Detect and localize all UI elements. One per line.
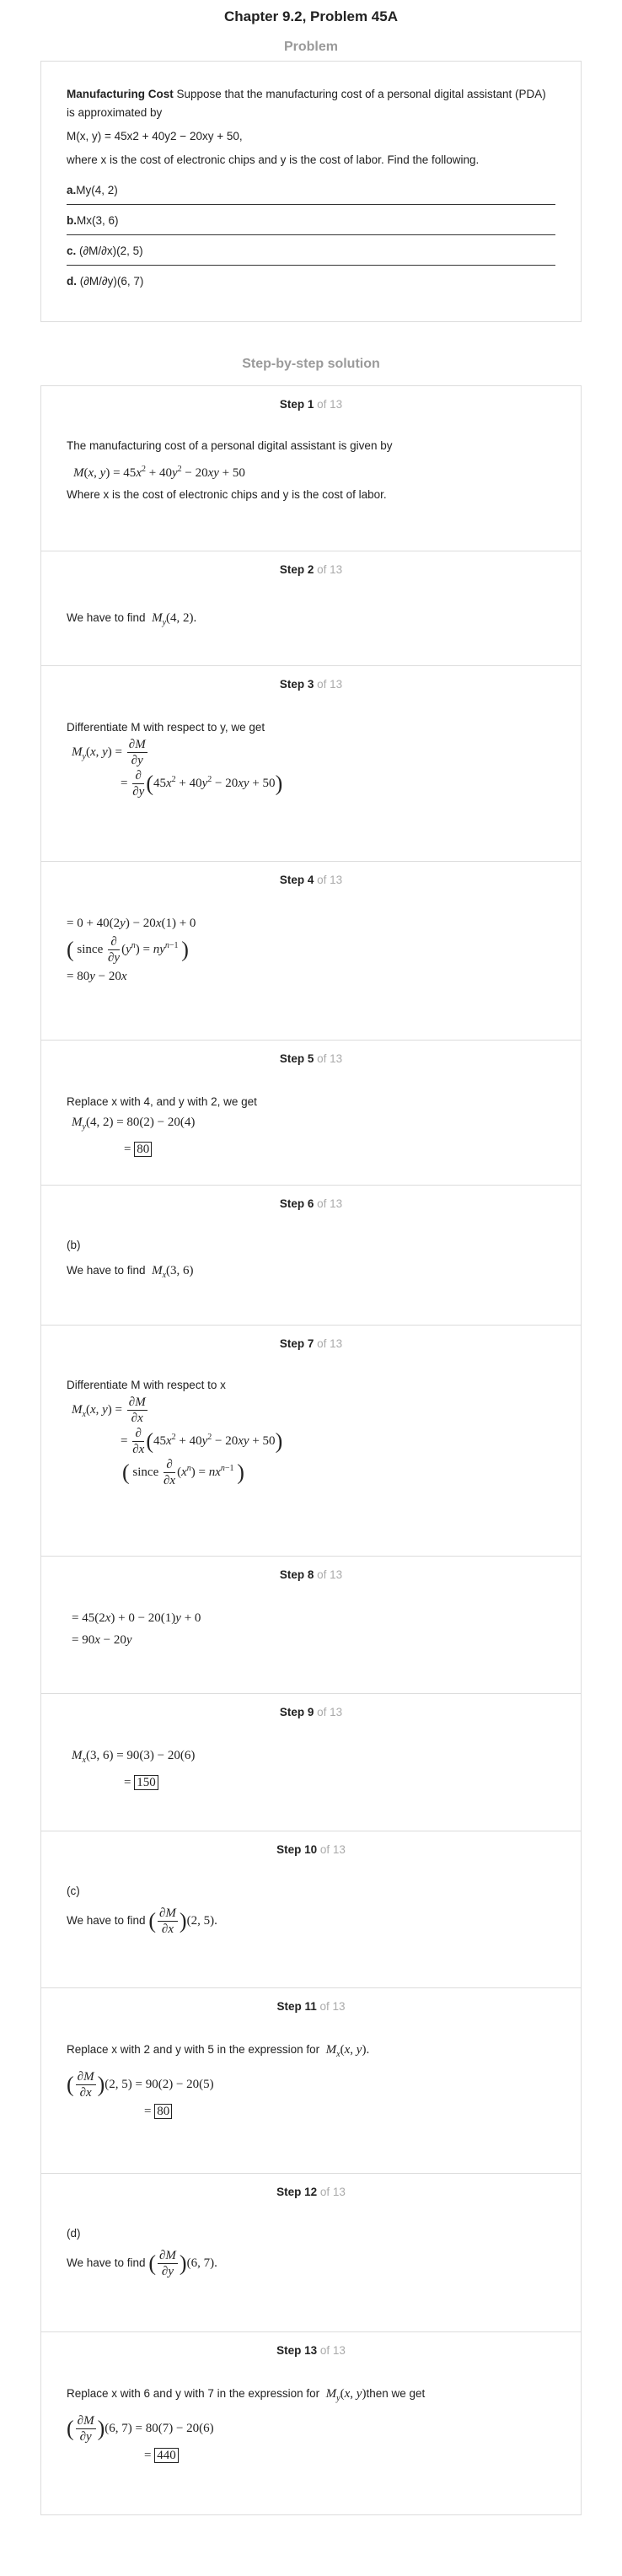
step-text: Differentiate M with respect to x bbox=[67, 1379, 226, 1391]
step-text: We have to find bbox=[67, 1913, 146, 1927]
step-header: Step 2 of 13 bbox=[279, 563, 343, 576]
step-9 bbox=[41, 1693, 581, 1831]
part-label: (b) bbox=[67, 1239, 81, 1251]
answer-box: 440 bbox=[154, 2448, 179, 2463]
step-text: then we get bbox=[366, 2387, 426, 2400]
problem-section-label: Problem bbox=[283, 40, 338, 54]
step-header: Step 1 of 13 bbox=[279, 398, 343, 411]
problem-formula: M(x, y) = 45x2 + 40y2 − 20xy + 50, bbox=[67, 130, 243, 143]
problem-box bbox=[40, 61, 582, 322]
step-header: Step 13 of 13 bbox=[276, 2344, 346, 2357]
step-13 bbox=[41, 2331, 581, 2514]
step-text: We have to find bbox=[67, 2256, 146, 2269]
equation: $M_x(3$, 6) = 90(3) − 20(6) = 150 bbox=[72, 1749, 196, 1789]
step-text: We have to find bbox=[67, 611, 146, 624]
step-11 bbox=[41, 1987, 581, 2173]
problem-part-b: b.Mx(3, 6) bbox=[67, 205, 555, 235]
step-header: Step 8 of 13 bbox=[279, 1568, 343, 1581]
equation: $M_x(x$, y). bbox=[325, 2043, 370, 2059]
equation: ( $\frac{\partial M}{\partial x}$ )(2, 5) = 90(2) − 20(5) = 80 bbox=[67, 2070, 214, 2118]
part-label: (d) bbox=[67, 2227, 81, 2240]
step-header: Step 9 of 13 bbox=[279, 1706, 343, 1718]
step-text: Where x is the cost of electronic chips and y is the cost of labor. bbox=[67, 488, 387, 501]
step-text: Replace x with 4, and y with 2, we get bbox=[67, 1095, 257, 1108]
answer-box: 80 bbox=[134, 1142, 152, 1157]
answer-box: 80 bbox=[154, 2104, 172, 2119]
step-7 bbox=[41, 1325, 581, 1556]
step-text: Replace x with 2 and y with 5 in the expression for bbox=[67, 2043, 320, 2056]
step-header: Step 11 of 13 bbox=[276, 2000, 346, 2013]
problem-statement: Manufacturing Cost Suppose that the manufacturing cost of a personal digital assistant (PDA) is approximated by bbox=[67, 88, 546, 119]
equation: M(x, $y) = 45x^2 + 40y^2 - 20xy + 50$ bbox=[73, 465, 245, 480]
equation: = 45(2x) + 0 − 20(1)y + 0 = 90x − 20y bbox=[72, 1611, 201, 1647]
step-header: Step 7 of 13 bbox=[279, 1337, 343, 1350]
step-4 bbox=[41, 861, 581, 1040]
solution-section-label: Step-by-step solution bbox=[242, 357, 380, 371]
answer-box: 150 bbox=[134, 1775, 158, 1790]
step-text: Differentiate M with respect to y, we get bbox=[67, 721, 265, 734]
step-3 bbox=[41, 665, 581, 861]
equation: ( $\frac{\partial M}{\partial x}$ )(2, 5). bbox=[148, 1906, 217, 1936]
step-8 bbox=[41, 1556, 581, 1693]
part-label: (c) bbox=[67, 1885, 80, 1897]
equation: ( $\frac{\partial M}{\partial y}$ )(6, 7). bbox=[148, 2249, 217, 2278]
equation: ( $\frac{\partial M}{\partial y}$ )(6, 7) = 80(7) − 20(6) = 440 bbox=[67, 2414, 214, 2462]
equation: $M_y(x$, y) = $\frac{\partial M}{\partial y}$ = $\frac{\partial}{\partial y}$ $(45x^2 + 40y^2 - 20xy + 50)$ bbox=[72, 738, 283, 799]
step-text: The manufacturing cost of a personal digital assistant is given by bbox=[67, 439, 393, 452]
step-header: Step 3 of 13 bbox=[279, 678, 343, 691]
page-title: Chapter 9.2, Problem 45A bbox=[224, 8, 398, 24]
problem-part-a: a.My(4, 2) bbox=[67, 175, 555, 205]
problem-parts bbox=[67, 175, 555, 295]
step-6 bbox=[41, 1185, 581, 1325]
equation: $M_y(4$, 2). bbox=[152, 611, 197, 627]
step-10 bbox=[41, 1831, 581, 1987]
equation: $M_x(x$, y) = $\frac{\partial M}{\partial x}$ = $\frac{\partial}{\partial x}$ $(45x^2 + 40y^2 - 20xy + 50)$ ( since $\frac{\partial}{\partial x}$ $(x^n) = nx^{n-1}$ ) bbox=[72, 1396, 283, 1487]
equation: $M_y(4$, 2) = 80(2) − 20(4) = 80 bbox=[72, 1116, 196, 1156]
problem-part-d: d. (∂M/∂y)(6, 7) bbox=[67, 275, 144, 288]
steps-container bbox=[40, 385, 582, 2515]
step-header: Step 12 of 13 bbox=[276, 2186, 346, 2198]
step-header: Step 5 of 13 bbox=[279, 1052, 343, 1065]
equation: $M_x(3$, 6) bbox=[152, 1264, 194, 1280]
step-header: Step 10 of 13 bbox=[276, 1843, 346, 1856]
step-text: Replace x with 6 and y with 7 in the expression for bbox=[67, 2387, 320, 2400]
step-2 bbox=[41, 551, 581, 665]
step-5 bbox=[41, 1040, 581, 1185]
equation: = 0 + 40(2y) − 20x(1) + 0 ( since $\frac{\partial}{\partial y}$ $(y^n) = ny^{n-1}$ ) = 80y − 20x bbox=[67, 917, 196, 983]
step-1 bbox=[41, 386, 581, 551]
problem-part-c: c. (∂M/∂x)(2, 5) bbox=[67, 235, 555, 266]
step-header: Step 4 of 13 bbox=[279, 874, 343, 886]
step-12 bbox=[41, 2173, 581, 2331]
problem-where-text: where x is the cost of electronic chips and y is the cost of labor. Find the following. bbox=[67, 153, 480, 166]
equation: $M_y(x$, y) bbox=[325, 2387, 367, 2403]
step-text: We have to find bbox=[67, 1264, 146, 1277]
step-header: Step 6 of 13 bbox=[279, 1197, 343, 1210]
